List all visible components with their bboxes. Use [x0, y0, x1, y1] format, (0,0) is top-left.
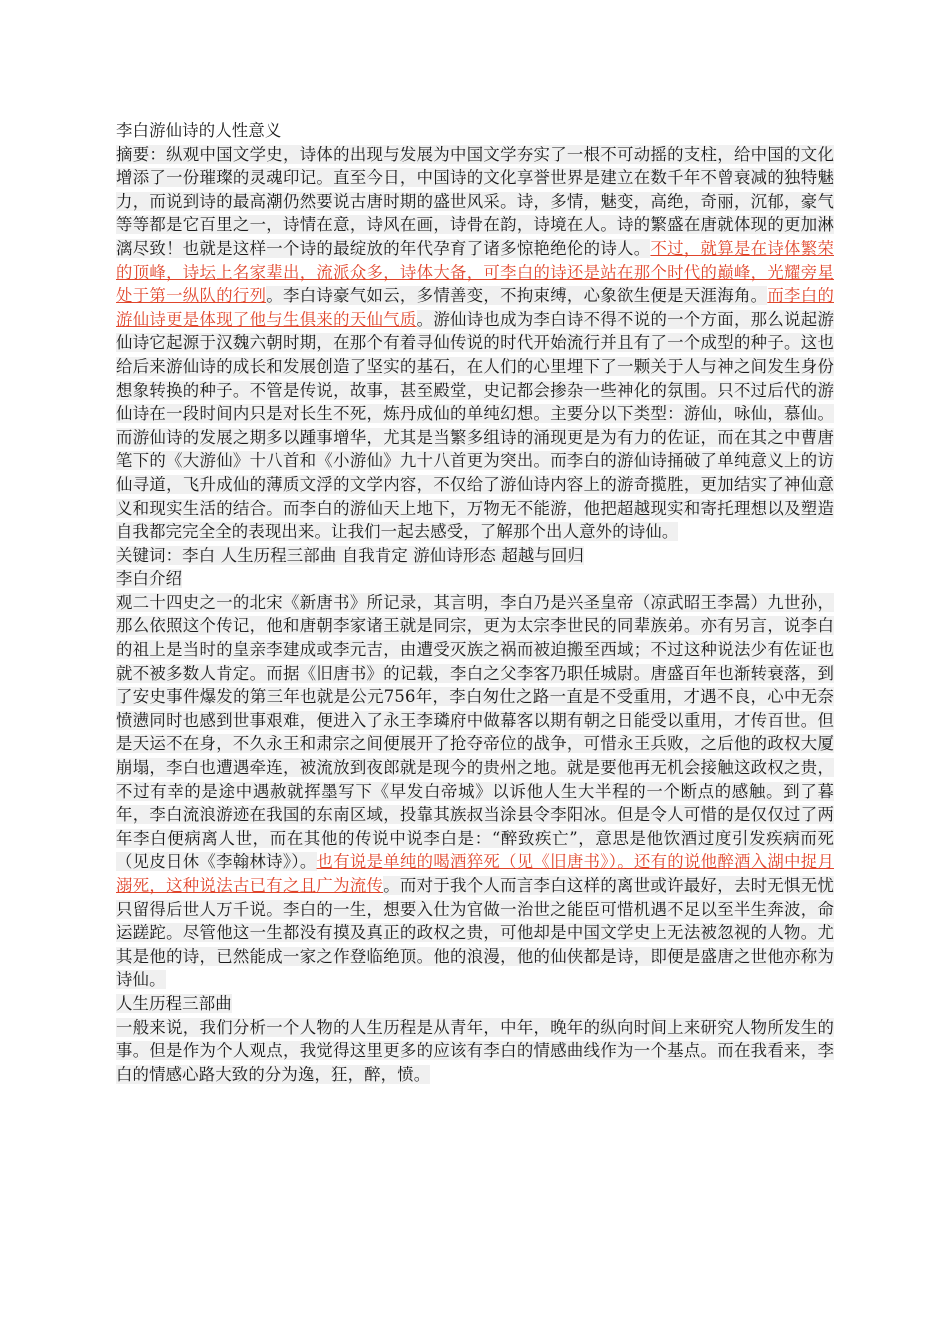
section-heading-intro: [116, 567, 834, 591]
intro-text-1: 观二十四史之一的北宋《新唐书》所记录，其言明，李白乃是兴圣皇帝（凉武昭王李暠）九世孙，那么依照这个传记，他和唐朝李家诸王就是同宗，更为太宗李世民的同辈族弟。亦有另言，说李白的祖上是当时的皇亲李建成或李元吉，由遭受灭族之祸而被迫搬至西域；不过这种说法少有佐证也就不被多数人肯定。而据《旧唐书》的记载，李白之父李客乃职任城尉。唐盛百年也渐转衰落，到了安史事件爆发的第三年也就是公元756年，李白匆仕之路一直是不受重用，才遇不良，心中无奈愤懑同时也感到世事艰难，便进入了永王李璘府中做幕客以期有朝之日能受以重用，才传百世。但是天运不在身，不久永王和肃宗之间便展开了抢夺帝位的战争，可惜永王兵败，之后他的政权大厦崩塌，李白也遭遇牵连，被流放到夜郎就是现今的贵州之地。就是要他再无机会接触这政权之贵，不过有幸的是途中遇赦就挥墨写下《早发白帝城》以诉他人生大半程的一个断点的感触。到了暮年，李白流浪游迹在我国的东南区域，投靠其族叔当涂县令李阳冰。但是令人可惜的是仅仅过了两年李白便病离人世，而在其他的传说中说李白是：“醉致疾亡”，意思是他饮酒过度引发疾病而死（见皮日休《李翰林诗》）。: [116, 592, 834, 872]
life-text-1: 一般来说，我们分析一个人物的人生历程是从青年，中年，晚年的纵向时间上来研究人物所发生的事。但是作为个人观点，我觉得这里更多的应该有李白的情感曲线作为一个基点。而在我看来，李白的情感心路大致的分为逸，狂，醉，愤。: [116, 1017, 834, 1084]
abstract-paragraph: [116, 143, 834, 544]
keywords-text: 关键词：李白 人生历程三部曲 自我肯定 游仙诗形态 超越与回归: [116, 545, 585, 565]
intro-text-2: 。而对于我个人而言李白这样的离世或许最好，去时无惧无忧只留得后世人万千说。李白的一生，想要入仕为官做一治世之能臣可惜机遇不足以至半生奔波，命运蹉跎。尽管他这一生都没有摸及真正的政权之贵，可他却是中国文学史上无法被忽视的人物。尤其是他的诗，已然能成一家之作登临绝顶。他的浪漫，他的仙侠都是诗，即便是盛唐之世他亦称为诗仙。: [116, 876, 834, 990]
document-body: [116, 119, 834, 1086]
abstract-text-2: 。李白诗豪气如云，多情善变，不拘束缚，心象欲生便是天涯海角。: [266, 286, 768, 306]
section-heading-intro-text: 李白介绍: [116, 569, 183, 589]
keywords: [116, 544, 834, 568]
section-heading-life-text: 人生历程三部曲: [116, 993, 232, 1013]
abstract-text-3: 。游仙诗也成为李白诗不得不说的一个方面，那么说起游仙诗它起源于汉魏六朝时期，在那个有着寻仙传说的时代开始流行并且有了一个成型的种子。这也给后来游仙诗的成长和发展创造了坚实的基石，在人们的心里埋下了一颗关于人与神之间发生身份想象转换的种子。不管是传说，故事，甚至殿堂，史记都会掺杂一些神化的氛围。只不过后代的游仙诗在一段时间内只是对长生不死，炼丹成仙的单纯幻想。主要分以下类型：游仙，咏仙，慕仙。而游仙诗的发展之期多以踵事增华，尤其是当繁多组诗的涌现更是为有力的佐证，而在其之中曹唐笔下的《大游仙》十八首和《小游仙》九十八首更为突出。而李白的游仙诗捅破了单纯意义上的访仙寻道，飞升成仙的薄质文浮的文学内容，不仅给了游仙诗内容上的游奇揽胜，更加结实了神仙意义和现实生活的结合。而李白的游仙天上地下，万物无不能游，他把超越现实和寄托理想以及塑造自我都完完全全的表现出来。让我们一起去感受，了解那个出人意外的诗仙。: [116, 309, 834, 542]
life-paragraph: [116, 1016, 834, 1087]
section-heading-life: [116, 992, 834, 1016]
abstract-text-1: 摘要：纵观中国文学史，诗体的出现与发展为中国文学夯实了一根不可动摇的支柱，给中国的文化增添了一份璀璨的灵魂印记。直至今日，中国诗的文化享誉世界是建立在数千年不曾衰减的独特魅力，而说到诗的最高潮仍然要说古唐时期的盛世风采。诗，多情，魅变，高绝，奇丽，沉郁，豪气等等都是它百里之一，诗情在意，诗风在画，诗骨在韵，诗境在人。诗的繁盛在唐就体现的更加淋漓尽致！也就是这样一个诗的最绽放的年代孕育了诸多惊艳绝伦的诗人。: [116, 144, 834, 258]
abstract-highlight-2: 而李白的游仙诗更是体现了他与生俱来的天仙气质: [116, 286, 834, 329]
document-title: 李白游仙诗的人性意义: [116, 121, 282, 140]
intro-highlight: 也有说是单纯的喝酒猝死（见《旧唐书》）。还有的说他醉酒入湖中捉月溺死，这种说法古已有之且广为流传: [116, 852, 834, 895]
abstract-highlight-1: 不过，就算是在诗体繁荣的顶峰，诗坛上名家辈出，流派众多，诗体大备，可李白的诗还是站在那个时代的巅峰，光耀旁星处于第一纵队的行列: [116, 238, 834, 306]
intro-paragraph: [116, 591, 834, 992]
